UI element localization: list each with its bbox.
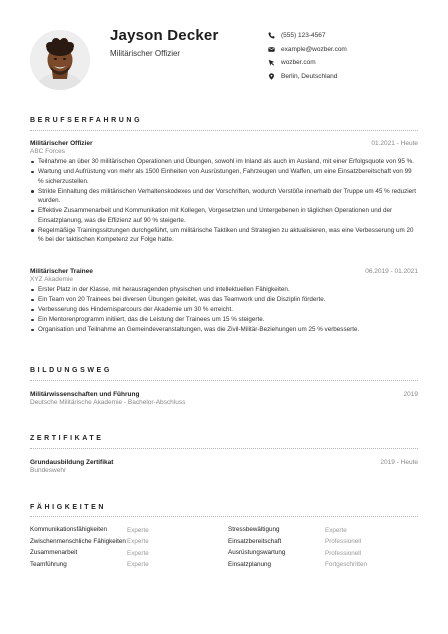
skill-item — [228, 526, 418, 535]
resume-header — [0, 0, 448, 100]
job-bullet: Regelmäßige Trainingssitzungen durchgeführt, um militärische Taktiken und Strategien zu aktualisieren, was eine Verbesserung um 20 % bei der taktischen Kompetenz zur Folge hatte. — [30, 226, 418, 245]
skill-name: Einsatzplanung — [228, 560, 272, 568]
skills-heading: FÄHIGKEITEN — [30, 504, 107, 511]
skill-level: Fortgeschritten — [325, 561, 367, 569]
job-bullet: Wartung und Aufrüstung von mehr als 1500 Einheiten von Ausrüstungen, Fahrzeugen und Waffen, um eine Einsatzbereitschaft von 99 % sicherzustellen. — [30, 167, 418, 186]
skill-level: Experte — [127, 526, 149, 534]
job-date: 06.2019 - 01.2021 — [365, 268, 418, 275]
skill-name: Ausrüstungswartung — [228, 549, 286, 556]
job-bullets — [30, 157, 418, 245]
job-bullet: Strikte Einhaltung des militärischen Verhaltenskodexes und der Vorschriften, wodurch Verstöße innerhalb der Truppe um 45 % reduziert wurden. — [30, 187, 418, 206]
job-entry — [30, 140, 418, 245]
contact-phone — [268, 29, 347, 42]
skill-level: Experte — [127, 549, 149, 557]
skill-item — [228, 549, 418, 558]
experience-divider — [30, 130, 418, 131]
profile-photo-illustration — [30, 30, 90, 90]
job-bullets — [30, 285, 418, 335]
job-bullet: Organisation und Teilnahme an Gemeindeveranstaltungen, was die Zivil-Militär-Beziehungen um 25 % verbesserte. — [30, 325, 418, 335]
profile-photo — [30, 30, 90, 90]
education-date: 2019 — [403, 391, 418, 398]
contact-website-text[interactable]: wozber.com — [281, 59, 316, 66]
job-entry — [30, 268, 418, 335]
experience-heading: BERUFSERFAHRUNG — [30, 117, 143, 124]
certificate-name: Grundausbildung Zertifikat — [30, 459, 114, 466]
contact-phone-text: (555) 123-4567 — [281, 32, 326, 39]
skill-level: Experte — [127, 538, 149, 546]
skill-item — [30, 538, 220, 547]
job-bullet: Verbesserung des Hindernisparcours der Akademie um 30 % erreicht. — [30, 305, 418, 315]
job-bullet: Ein Team von 20 Trainees bei diversen Übungen geleitet, was das Teamwork und die Disziplin förderte. — [30, 295, 418, 305]
job-bullet: Erster Platz in der Klasse, mit herausragenden physischen und intellektuellen Fähigkeiten. — [30, 285, 418, 295]
job-organization: ABC Forces — [30, 148, 66, 155]
contact-email-text[interactable]: example@wozber.com — [281, 45, 347, 53]
certificate-date: 2019 - Heute — [380, 459, 418, 466]
candidate-title: Militärischer Offizier — [110, 49, 181, 58]
skill-name: Stressbewältigung — [228, 526, 280, 533]
skill-name: Teamführung — [30, 560, 67, 568]
job-organization: XYZ Akademie — [30, 276, 73, 283]
skills-divider — [30, 516, 418, 517]
skill-level: Professionell — [325, 549, 362, 557]
job-bullet: Ein Mentorenprogramm initiiert, das die Leistung der Trainees um 15 % steigerte. — [30, 315, 418, 325]
contact-list — [268, 29, 347, 83]
education-entry — [30, 391, 418, 406]
job-bullet: Teilnahme an über 30 militärischen Operationen und Übungen, sowohl im Inland als auch im Ausland, mit einer Erfolgsquote von 95 %. — [30, 157, 418, 167]
school-name: Deutsche Militärische Akademie - Bachelor-Abschluss — [30, 399, 186, 406]
job-role: Militärischer Offizier — [30, 140, 93, 147]
education-divider — [30, 380, 418, 381]
certificates-heading: ZERTIFIKATE — [30, 435, 104, 442]
certificate-entry — [30, 459, 418, 474]
skill-level: Experte — [127, 561, 149, 569]
contact-location — [268, 70, 347, 83]
skill-name: Einsatzbereitschaft — [228, 537, 282, 545]
phone-icon — [268, 31, 281, 41]
job-role: Militärischer Trainee — [30, 268, 93, 275]
location-icon — [268, 71, 281, 81]
skill-item — [30, 561, 220, 570]
link-icon — [268, 58, 281, 68]
education-heading: BILDUNGSWEG — [30, 367, 112, 374]
skill-item — [228, 538, 418, 547]
job-date: 01.2021 - Heute — [371, 140, 418, 147]
skills-column-right — [228, 526, 418, 572]
skill-level: Experte — [325, 526, 347, 534]
skill-item — [30, 549, 220, 558]
skills-column-left — [30, 526, 220, 572]
email-icon — [268, 44, 281, 54]
job-bullet: Effektive Zusammenarbeit und Kommunikation mit Kollegen, Vorgesetzten und Untergebenen in täglichen Operationen und der Einsatzplanung, was die Effizienz auf 90 % steigerte. — [30, 206, 418, 225]
skill-name: Zusammenarbeit — [30, 549, 78, 556]
certificates-divider — [30, 448, 418, 449]
contact-website[interactable] — [268, 56, 347, 69]
skill-name: Kommunikationsfähigkeiten — [30, 526, 108, 533]
contact-location-text: Berlin, Deutschland — [281, 72, 338, 80]
skill-name: Zwischenmenschliche Fähigkeiten — [30, 537, 126, 545]
degree-name: Militärwissenschaften und Führung — [30, 391, 140, 398]
skill-item — [30, 526, 220, 535]
contact-email[interactable] — [268, 43, 347, 56]
skill-item — [228, 561, 418, 570]
skill-level: Professionell — [325, 538, 362, 546]
candidate-name: Jayson Decker — [110, 27, 219, 44]
certificate-issuer: Bundeswehr — [30, 467, 67, 474]
